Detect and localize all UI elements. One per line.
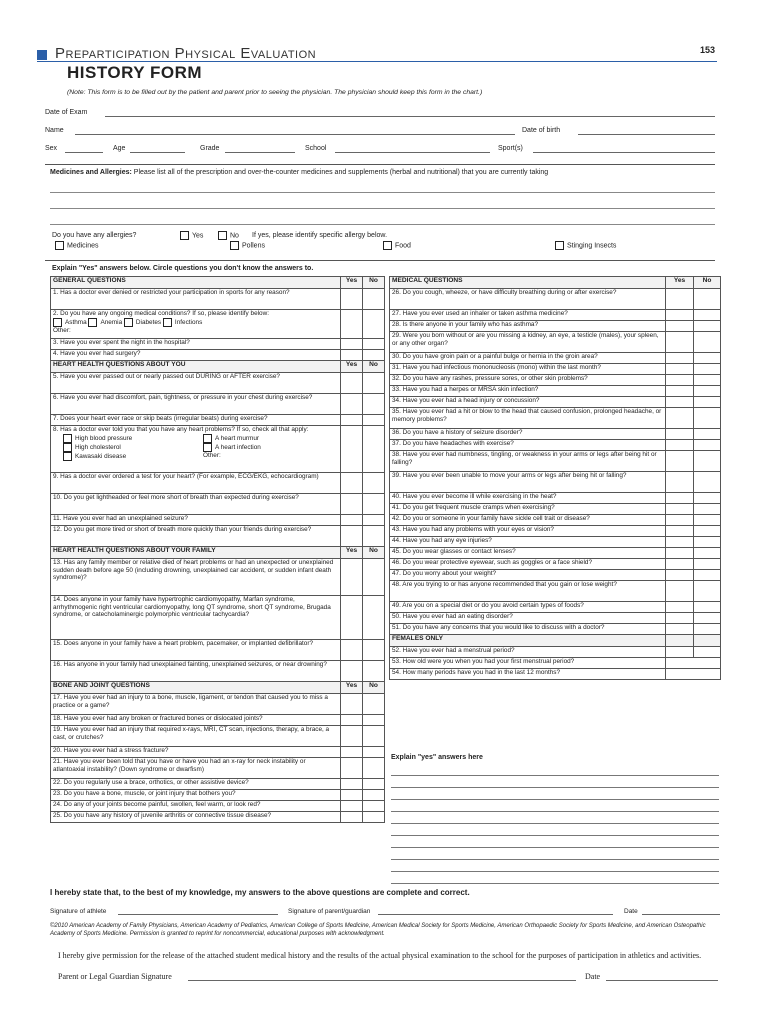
- question-29: 29. Were you born without or are you missing a kidney, an eye, a testicle (males), your spleen, or any other organ?: [390, 332, 666, 353]
- name-field[interactable]: [75, 134, 515, 135]
- q40-yes[interactable]: [666, 493, 694, 504]
- q8-infection-label: A heart infection: [215, 443, 261, 451]
- q44-yes[interactable]: [666, 537, 694, 548]
- q47-no[interactable]: [694, 570, 721, 581]
- q9-yes[interactable]: [341, 473, 363, 494]
- question-45: 45. Do you wear glasses or contact lenses?: [390, 548, 666, 559]
- question-21: 21. Have you ever been told that you have or have you had an x-ray for neck instability or atlantoaxial instability? (Down syndrome or dwarfism): [51, 758, 341, 779]
- sex-label: Sex: [45, 145, 58, 152]
- question-37: 37. Do you have headaches with exercise?: [390, 440, 666, 451]
- q2-no[interactable]: [363, 310, 385, 339]
- q24-yes[interactable]: [341, 801, 363, 812]
- question-47: 47. Do you worry about your weight?: [390, 570, 666, 581]
- q6-no[interactable]: [363, 394, 385, 415]
- explain-instructions: Explain "Yes" answers below. Circle questions you don't know the answers to.: [52, 265, 314, 272]
- copyright: ©2010 American Academy of Family Physicians, American Academy of Pediatrics, American College of Sports Medicine, American Medical Society for Sports Medicine, American Orthopaedic Society for Sports Medicine, and American Osteopathic Academy of Sports Medicine. Permission is granted to reprint for noncommercial, educational purposes with acknowledgment.: [50, 923, 706, 937]
- question-9: 9. Has a doctor ever ordered a test for your heart? (For example, ECG/EKG, echocardiogram): [51, 473, 341, 494]
- question-25: 25. Do you have any history of juvenile arthritis or connective tissue disease?: [51, 812, 341, 823]
- q8-hbp-label: High blood pressure: [75, 434, 133, 442]
- date-of-exam-label: Date of Exam: [45, 109, 88, 116]
- medicines-text: Please list all of the prescription and over-the-counter medicines and supplements (herbal and nutritional) that you are currently taking: [133, 169, 549, 176]
- q5-no[interactable]: [363, 373, 385, 394]
- q36-yes[interactable]: [666, 429, 694, 440]
- question-7: 7. Does your heart ever race or skip beats (irregular beats) during exercise?: [51, 415, 341, 426]
- question-4: 4. Have you ever had surgery?: [51, 350, 341, 361]
- col-yes: Yes: [341, 277, 363, 289]
- right-questions-table: [389, 276, 721, 680]
- q53-answer[interactable]: [666, 658, 721, 669]
- question-8: [51, 426, 341, 473]
- allergy-food-checkbox[interactable]: [383, 241, 392, 250]
- q2-asthma-checkbox[interactable]: [53, 318, 62, 327]
- q8-chol-label: High cholesterol: [75, 443, 121, 451]
- q44-no[interactable]: [694, 537, 721, 548]
- q10-no[interactable]: [363, 494, 385, 515]
- q8-other-label: Other:: [203, 451, 221, 459]
- q13-yes[interactable]: [341, 559, 363, 596]
- question-18: 18. Have you ever had any broken or fractured bones or dislocated joints?: [51, 715, 341, 726]
- question-14: 14. Does anyone in your family have hypertrophic cardiomyopathy, Marfan syndrome, arrhythmogenic right ventricular cardiomyopathy, long QT syndrome, short QT syndrome, Brugada syndrome, or catecholaminergic polymorphic ventricular tachycardia?: [51, 596, 341, 640]
- q48-yes[interactable]: [666, 581, 694, 602]
- age-field[interactable]: [130, 152, 185, 153]
- q2-yes[interactable]: [341, 310, 363, 339]
- q14-no[interactable]: [363, 596, 385, 640]
- question-38: 38. Have you ever had numbness, tingling, or weakness in your arms or legs after being hit or falling?: [390, 451, 666, 472]
- q8-murmur-checkbox[interactable]: [203, 434, 212, 443]
- allergy-medicines[interactable]: [55, 241, 99, 250]
- question-12: 12. Do you get more tired or short of breath more quickly than your friends during exercise?: [51, 526, 341, 547]
- col-no: No: [694, 277, 721, 289]
- medicines-line-3[interactable]: [50, 224, 715, 225]
- question-15: 15. Does anyone in your family have a heart problem, pacemaker, or implanted defibrillator?: [51, 640, 341, 661]
- statement: I hereby state that, to the best of my knowledge, my answers to the above questions are complete and correct.: [50, 888, 470, 897]
- q33-no[interactable]: [694, 386, 721, 397]
- sig-parent-label: Signature of parent/guardian: [288, 908, 371, 915]
- grade-label: Grade: [200, 145, 220, 152]
- q4-no[interactable]: [363, 350, 385, 361]
- question-50: 50. Have you ever had an eating disorder?: [390, 613, 666, 624]
- q46-no[interactable]: [694, 559, 721, 570]
- q34-yes[interactable]: [666, 397, 694, 408]
- q30-yes[interactable]: [666, 353, 694, 364]
- q38-yes[interactable]: [666, 451, 694, 472]
- q6-yes[interactable]: [341, 394, 363, 415]
- q29-yes[interactable]: [666, 332, 694, 353]
- school-field[interactable]: [335, 152, 490, 153]
- sig-parent-field[interactable]: [378, 914, 613, 915]
- explain-lines[interactable]: [391, 764, 719, 884]
- q3-no[interactable]: [363, 339, 385, 350]
- q17-no[interactable]: [363, 694, 385, 715]
- q29-no[interactable]: [694, 332, 721, 353]
- q28-yes[interactable]: [666, 321, 694, 332]
- q50-no[interactable]: [694, 613, 721, 624]
- q26-yes[interactable]: [666, 289, 694, 310]
- q23-yes[interactable]: [341, 790, 363, 801]
- heart-header: HEART HEALTH QUESTIONS ABOUT YOU: [51, 361, 341, 373]
- q21-no[interactable]: [363, 758, 385, 779]
- age-label: Age: [113, 145, 126, 152]
- q21-yes[interactable]: [341, 758, 363, 779]
- allergy-medicines-label: Medicines: [67, 242, 99, 250]
- sig-date-label: Date: [624, 908, 638, 915]
- q4-yes[interactable]: [341, 350, 363, 361]
- question-20: 20. Have you ever had a stress fracture?: [51, 747, 341, 758]
- q50-yes[interactable]: [666, 613, 694, 624]
- school-label: School: [305, 145, 327, 152]
- q1-no[interactable]: [363, 289, 385, 310]
- q13-no[interactable]: [363, 559, 385, 596]
- q8-hbp-checkbox[interactable]: [63, 434, 72, 443]
- question-30: 30. Do you have groin pain or a painful bulge or hernia in the groin area?: [390, 353, 666, 364]
- general-header: GENERAL QUESTIONS: [51, 277, 341, 289]
- q2-other-label: Other:: [53, 326, 71, 334]
- medicines-prompt: [50, 168, 715, 177]
- allergy-no-checkbox[interactable]: [218, 231, 227, 240]
- question-39: 39. Have you ever been unable to move your arms or legs after being hit or falling?: [390, 472, 666, 493]
- q36-no[interactable]: [694, 429, 721, 440]
- explain-line[interactable]: [391, 764, 719, 776]
- q10-yes[interactable]: [341, 494, 363, 515]
- q27-no[interactable]: [694, 310, 721, 321]
- q1-yes[interactable]: [341, 289, 363, 310]
- q2-diabetes-checkbox[interactable]: [124, 318, 133, 327]
- q19-yes[interactable]: [341, 726, 363, 747]
- permission-text: I hereby give permission for the release of the attached student medical history and the results of the actual physical examination to the school for the purposes of participation in athletics and activities.: [58, 951, 702, 960]
- q8-murmur-label: A heart murmur: [215, 434, 260, 442]
- question-23: 23. Do you have a bone, muscle, or joint injury that bothers you?: [51, 790, 341, 801]
- name-label: Name: [45, 127, 64, 134]
- question-28: 28. Is there anyone in your family who has asthma?: [390, 321, 666, 332]
- q54-answer[interactable]: [666, 669, 721, 680]
- question-3: 3. Have you ever spent the night in the hospital?: [51, 339, 341, 350]
- col-no: No: [363, 547, 385, 559]
- allergy-pollens[interactable]: [230, 241, 265, 250]
- question-54: 54. How many periods have you had in the last 12 months?: [390, 669, 666, 680]
- q14-yes[interactable]: [341, 596, 363, 640]
- q24-no[interactable]: [363, 801, 385, 812]
- q37-no[interactable]: [694, 440, 721, 451]
- allergy-yes-label: Yes: [192, 232, 204, 240]
- q52-no[interactable]: [694, 647, 721, 658]
- q16-no[interactable]: [363, 661, 385, 682]
- question-26: 26. Do you cough, wheeze, or have difficulty breathing during or after exercise?: [390, 289, 666, 310]
- q33-yes[interactable]: [666, 386, 694, 397]
- explain-line[interactable]: [391, 836, 719, 848]
- sports-label: Sport(s): [498, 145, 523, 152]
- col-yes: Yes: [341, 547, 363, 559]
- question-24: 24. Do any of your joints become painful, swollen, feel warm, or look red?: [51, 801, 341, 812]
- question-34: 34. Have you ever had a head injury or concussion?: [390, 397, 666, 408]
- q19-no[interactable]: [363, 726, 385, 747]
- q28-no[interactable]: [694, 321, 721, 332]
- allergy-ifyes: If yes, please identify specific allergy below.: [252, 232, 388, 239]
- sig-athlete-label: Signature of athlete: [50, 908, 107, 915]
- q40-no[interactable]: [694, 493, 721, 504]
- explain-line[interactable]: [391, 860, 719, 872]
- q35-yes[interactable]: [666, 408, 694, 429]
- question-32: 32. Do you have any rashes, pressure sores, or other skin problems?: [390, 375, 666, 386]
- sex-field[interactable]: [65, 152, 103, 153]
- medicines-line-1[interactable]: [50, 192, 715, 193]
- q17-yes[interactable]: [341, 694, 363, 715]
- allergy-yes[interactable]: [180, 231, 203, 240]
- q2-anemia-label: Anemia: [100, 318, 123, 326]
- medicines-line-2[interactable]: [50, 208, 715, 209]
- q49-yes[interactable]: [666, 602, 694, 613]
- q5-yes[interactable]: [341, 373, 363, 394]
- q2-infections-checkbox[interactable]: [163, 318, 172, 327]
- q12-no[interactable]: [363, 526, 385, 547]
- dob-label: Date of birth: [522, 127, 561, 134]
- question-13: 13. Has any family member or relative died of heart problems or had an unexpected or unexplained sudden death before age 50 (including drowning, unexplained car accident, or sudden infant death syndrome)?: [51, 559, 341, 596]
- q25-no[interactable]: [363, 812, 385, 823]
- q8-infection-checkbox[interactable]: [203, 443, 212, 452]
- allergy-stinging-label: Stinging Insects: [567, 242, 617, 250]
- question-53: 53. How old were you when you had your first menstrual period?: [390, 658, 666, 669]
- question-16: 16. Has anyone in your family had unexplained fainting, unexplained seizures, or near drowning?: [51, 661, 341, 682]
- q20-no[interactable]: [363, 747, 385, 758]
- question-1: 1. Has a doctor ever denied or restricted your participation in sports for any reason?: [51, 289, 341, 310]
- question-49: 49. Are you on a special diet or do you avoid certain types of foods?: [390, 602, 666, 613]
- explain-here-label: Explain "yes" answers here: [391, 754, 483, 761]
- col-no: No: [363, 361, 385, 373]
- grade-field[interactable]: [225, 152, 295, 153]
- permission-parent-field[interactable]: [188, 980, 576, 981]
- q43-yes[interactable]: [666, 526, 694, 537]
- allergy-yes-checkbox[interactable]: [180, 231, 189, 240]
- q27-yes[interactable]: [666, 310, 694, 321]
- q25-yes[interactable]: [341, 812, 363, 823]
- q39-yes[interactable]: [666, 472, 694, 493]
- date-of-exam-field[interactable]: [105, 116, 715, 117]
- q52-yes[interactable]: [666, 647, 694, 658]
- q18-yes[interactable]: [341, 715, 363, 726]
- q30-no[interactable]: [694, 353, 721, 364]
- q32-yes[interactable]: [666, 375, 694, 386]
- question-44: 44. Have you had any eye injuries?: [390, 537, 666, 548]
- q22-no[interactable]: [363, 779, 385, 790]
- q47-yes[interactable]: [666, 570, 694, 581]
- question-6: 6. Have you ever had discomfort, pain, tightness, or pressure in your chest during exercise?: [51, 394, 341, 415]
- question-46: 46. Do you wear protective eyewear, such as goggles or a face shield?: [390, 559, 666, 570]
- question-43: 43. Have you had any problems with your eyes or vision?: [390, 526, 666, 537]
- bone-header: BONE AND JOINT QUESTIONS: [51, 682, 341, 694]
- q8-chol-checkbox[interactable]: [63, 443, 72, 452]
- q38-no[interactable]: [694, 451, 721, 472]
- form-supertitle: Preparticipation Physical Evaluation: [55, 45, 317, 62]
- explain-line[interactable]: [391, 872, 719, 884]
- allergy-food[interactable]: [383, 241, 411, 250]
- q41-no[interactable]: [694, 504, 721, 515]
- family-header: HEART HEALTH QUESTIONS ABOUT YOUR FAMILY: [51, 547, 341, 559]
- header-bullet: [37, 50, 47, 60]
- q23-no[interactable]: [363, 790, 385, 801]
- allergy-pollens-label: Pollens: [242, 242, 265, 250]
- q16-yes[interactable]: [341, 661, 363, 682]
- permission-date-label: Date: [585, 972, 601, 981]
- q39-no[interactable]: [694, 472, 721, 493]
- question-52: 52. Have you ever had a menstrual period?: [390, 647, 666, 658]
- females-header: FEMALES ONLY: [390, 635, 666, 647]
- question-19: 19. Have you ever had an injury that required x-rays, MRI, CT scan, injections, therapy, a brace, a cast, or crutches?: [51, 726, 341, 747]
- question-27: 27. Have you ever used an inhaler or taken asthma medicine?: [390, 310, 666, 321]
- q31-no[interactable]: [694, 364, 721, 375]
- question-36: 36. Do you have a history of seizure disorder?: [390, 429, 666, 440]
- allergy-question: Do you have any allergies?: [52, 232, 137, 239]
- left-questions-table: [50, 276, 385, 823]
- question-41: 41. Do you get frequent muscle cramps when exercising?: [390, 504, 666, 515]
- permission-parent-label: Parent or Legal Guardian Signature: [58, 972, 172, 981]
- q37-yes[interactable]: [666, 440, 694, 451]
- allergy-stinging-checkbox[interactable]: [555, 241, 564, 250]
- col-no: No: [363, 277, 385, 289]
- sports-field[interactable]: [533, 152, 715, 153]
- allergy-no-label: No: [230, 232, 239, 240]
- q51-no[interactable]: [694, 624, 721, 635]
- question-35: 35. Have you ever had a hit or blow to the head that caused confusion, prolonged headache, or memory problems?: [390, 408, 666, 429]
- q18-no[interactable]: [363, 715, 385, 726]
- question-10: 10. Do you get lightheaded or feel more short of breath than expected during exercise?: [51, 494, 341, 515]
- question-17: 17. Have you ever had an injury to a bone, muscle, ligament, or tendon that caused you to miss a practice or a game?: [51, 694, 341, 715]
- allergy-food-label: Food: [395, 242, 411, 250]
- col-yes: Yes: [341, 682, 363, 694]
- explain-line[interactable]: [391, 812, 719, 824]
- q35-no[interactable]: [694, 408, 721, 429]
- col-yes: Yes: [666, 277, 694, 289]
- q3-yes[interactable]: [341, 339, 363, 350]
- allergy-pollens-checkbox[interactable]: [230, 241, 239, 250]
- allergy-stinging[interactable]: [555, 241, 616, 250]
- q11-no[interactable]: [363, 515, 385, 526]
- q45-no[interactable]: [694, 548, 721, 559]
- question-5: 5. Have you ever passed out or nearly passed out DURING or AFTER exercise?: [51, 373, 341, 394]
- q8-yes[interactable]: [341, 426, 363, 473]
- medicines-label: Medicines and Allergies:: [50, 169, 132, 176]
- form-note: (Note: This form is to be filled out by the patient and parent prior to seeing the physician. The physician should keep this form in the chart.): [67, 89, 483, 96]
- col-yes: Yes: [341, 361, 363, 373]
- explain-line[interactable]: [391, 824, 719, 836]
- header-rule: [37, 61, 717, 62]
- q2-diabetes-label: Diabetes: [135, 318, 162, 326]
- allergy-medicines-checkbox[interactable]: [55, 241, 64, 250]
- question-51: 51. Do you have any concerns that you would like to discuss with a doctor?: [390, 624, 666, 635]
- question-40: 40. Have you ever become ill while exercising in the heat?: [390, 493, 666, 504]
- q45-yes[interactable]: [666, 548, 694, 559]
- question-31: 31. Have you had infectious mononucleosis (mono) within the last month?: [390, 364, 666, 375]
- q2-infections-label: Infections: [174, 318, 203, 326]
- question-11: 11. Have you ever had an unexplained seizure?: [51, 515, 341, 526]
- explain-line[interactable]: [391, 788, 719, 800]
- q26-no[interactable]: [694, 289, 721, 310]
- q34-no[interactable]: [694, 397, 721, 408]
- q48-no[interactable]: [694, 581, 721, 602]
- question-8-text: 8. Has a doctor ever told you that you have any heart problems? If so, check all that apply:: [53, 426, 309, 433]
- q12-yes[interactable]: [341, 526, 363, 547]
- q32-no[interactable]: [694, 375, 721, 386]
- q46-yes[interactable]: [666, 559, 694, 570]
- q9-no[interactable]: [363, 473, 385, 494]
- question-2: [51, 310, 341, 339]
- q43-no[interactable]: [694, 526, 721, 537]
- q15-no[interactable]: [363, 640, 385, 661]
- q22-yes[interactable]: [341, 779, 363, 790]
- medical-header: MEDICAL QUESTIONS: [390, 277, 666, 289]
- q7-yes[interactable]: [341, 415, 363, 426]
- question-42: 42. Do you or someone in your family have sickle cell trait or disease?: [390, 515, 666, 526]
- q8-no[interactable]: [363, 426, 385, 473]
- q7-no[interactable]: [363, 415, 385, 426]
- q20-yes[interactable]: [341, 747, 363, 758]
- explain-line[interactable]: [391, 848, 719, 860]
- q51-yes[interactable]: [666, 624, 694, 635]
- q15-yes[interactable]: [341, 640, 363, 661]
- q8-kawasaki-label: Kawasaki disease: [75, 452, 127, 460]
- question-2-text: 2. Do you have any ongoing medical conditions? If so, please identify below:: [53, 310, 269, 317]
- permission-date-field[interactable]: [606, 980, 718, 981]
- explain-line[interactable]: [391, 800, 719, 812]
- q49-no[interactable]: [694, 602, 721, 613]
- sig-date-field[interactable]: [642, 914, 720, 915]
- explain-line[interactable]: [391, 776, 719, 788]
- q2-asthma-label: Asthma: [65, 318, 87, 326]
- q2-anemia-checkbox[interactable]: [88, 318, 97, 327]
- sig-athlete-field[interactable]: [118, 914, 278, 915]
- allergy-no[interactable]: [218, 231, 239, 240]
- q8-kawasaki-checkbox[interactable]: [63, 452, 72, 461]
- form-title: HISTORY FORM: [67, 63, 203, 82]
- question-33: 33. Have you had a herpes or MRSA skin infection?: [390, 386, 666, 397]
- question-48: 48. Are you trying to or has anyone recommended that you gain or lose weight?: [390, 581, 666, 602]
- q42-yes[interactable]: [666, 515, 694, 526]
- q41-yes[interactable]: [666, 504, 694, 515]
- question-22: 22. Do you regularly use a brace, orthotics, or other assistive device?: [51, 779, 341, 790]
- q42-no[interactable]: [694, 515, 721, 526]
- q31-yes[interactable]: [666, 364, 694, 375]
- dob-field[interactable]: [578, 134, 715, 135]
- col-no: No: [363, 682, 385, 694]
- page-number: 153: [700, 45, 716, 55]
- q11-yes[interactable]: [341, 515, 363, 526]
